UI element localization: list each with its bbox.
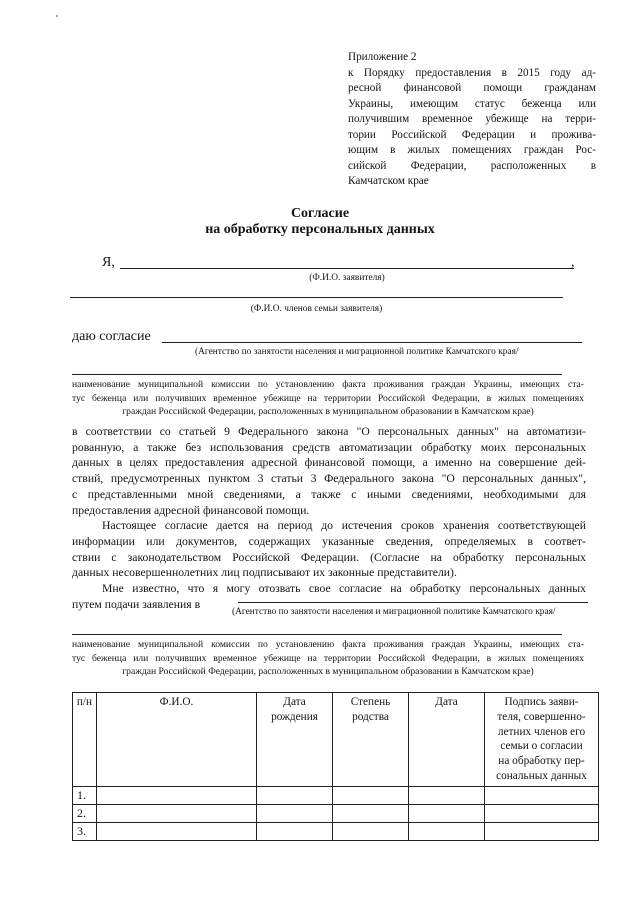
applicant-prefix: Я, bbox=[102, 255, 115, 270]
appendix-line: Камчатском крае bbox=[348, 175, 429, 187]
revoke-subcaption bbox=[72, 638, 584, 679]
appendix-line: получившим временное убежище на терри- bbox=[348, 113, 596, 125]
appendix-line: ющим в жилых помещениях граждан Рос- bbox=[348, 144, 596, 156]
appendix-block bbox=[348, 50, 596, 190]
subcaption-line: наименование муниципальной комиссии по установлению факта проживания граждан Украины, имеющих ста- bbox=[72, 639, 584, 650]
family-caption: (Ф.И.О. членов семьи заявителя) bbox=[250, 304, 383, 314]
document-title: Согласие bbox=[290, 206, 350, 221]
table-row bbox=[73, 786, 599, 804]
row-number: 1. bbox=[73, 786, 97, 804]
body-line: с представленными мной сведениями, а также с иными сведениями, необходимыми для bbox=[72, 487, 586, 501]
body-line: данных несовершеннолетних лиц подписывают их законные представители). bbox=[72, 566, 457, 580]
appendix-title: Приложение 2 bbox=[348, 51, 417, 63]
col-relation-header: Степень родства bbox=[333, 693, 409, 787]
cell-signature[interactable] bbox=[485, 786, 599, 804]
body-line: путем подачи заявления в bbox=[72, 597, 201, 611]
row-number: 3. bbox=[73, 822, 97, 840]
cell-birthdate[interactable] bbox=[257, 804, 333, 822]
body-line: в соответствии со статьей 9 Федерального закона "О персональных данных" на автоматизи- bbox=[72, 425, 586, 438]
appendix-line: Украины, имеющим статус беженца или bbox=[348, 97, 596, 110]
body-line: ствии с законодательством Российской Федерации. (Согласие на обработку персональных bbox=[72, 550, 586, 564]
applicant-caption: (Ф.И.О. заявителя) bbox=[309, 273, 385, 283]
cell-name[interactable] bbox=[97, 786, 257, 804]
table-row bbox=[73, 822, 599, 840]
revoke-recipient-field[interactable] bbox=[238, 602, 588, 603]
cell-relation[interactable] bbox=[333, 786, 409, 804]
col-signature-header: Подпись заяви- теля, совершенно- летних членов его семьи о согласии на обработку пер- сональных данных bbox=[485, 693, 599, 787]
cell-signature[interactable] bbox=[485, 804, 599, 822]
body-line: данных в целях предоставления адресной финансовой помощи, а именно на совершение дей- bbox=[72, 456, 586, 470]
col-number-header: п/н bbox=[73, 693, 97, 787]
cell-relation[interactable] bbox=[333, 822, 409, 840]
consent-body bbox=[72, 424, 586, 612]
revoke-recipient-field-2[interactable] bbox=[72, 634, 562, 635]
subcaption-line: граждан Российской Федерации, расположенных в муниципальном образовании в Камчатском крае) bbox=[122, 406, 534, 417]
body-line: информации или документов, содержащих указанные сведения, определяемых в соответ- bbox=[72, 534, 586, 548]
table-header-row bbox=[73, 693, 599, 787]
cell-birthdate[interactable] bbox=[257, 786, 333, 804]
appendix-line: тории Российской Федерации и прожива- bbox=[348, 128, 596, 141]
body-line: Мне известно, что я могу отозвать свое согласие на обработку персональных данных bbox=[102, 582, 586, 596]
consent-prefix: даю согласие bbox=[72, 329, 151, 344]
cell-date[interactable] bbox=[409, 822, 485, 840]
col-birthdate-header: Дата рождения bbox=[257, 693, 333, 787]
col-date-header: Дата bbox=[409, 693, 485, 787]
cell-birthdate[interactable] bbox=[257, 822, 333, 840]
appendix-line: сийской Федерации, расположенных в bbox=[348, 159, 596, 172]
scan-speck bbox=[56, 15, 58, 17]
document-subtitle: на обработку персональных данных bbox=[205, 222, 435, 237]
cell-name[interactable] bbox=[97, 822, 257, 840]
consent-subcaption bbox=[72, 378, 584, 419]
applicant-suffix: , bbox=[571, 255, 575, 270]
body-line: предоставления адресной финансовой помощи. bbox=[72, 503, 310, 517]
cell-date[interactable] bbox=[409, 786, 485, 804]
row-number: 2. bbox=[73, 804, 97, 822]
cell-date[interactable] bbox=[409, 804, 485, 822]
appendix-line: ресной финансовой помощи гражданам bbox=[348, 82, 596, 94]
body-line: рованную, а также без использования средств автоматизации обработку моих персональных bbox=[72, 440, 586, 454]
family-members-field[interactable] bbox=[70, 297, 563, 298]
consent-recipient-caption: (Агентство по занятости населения и миграционной политике Камчатского края/ bbox=[195, 347, 519, 357]
subcaption-line: тус беженца или получивших временное убежище на территории Российской Федерации, в жилых помещениях bbox=[72, 652, 584, 664]
body-line: ствий, предусмотренных пунктом 3 статьи 3 Федерального закона "О персональных данных", bbox=[72, 472, 586, 486]
col-name-header: Ф.И.О. bbox=[97, 693, 257, 787]
revoke-recipient-caption: (Агентство по занятости населения и миграционной политике Камчатского края/ bbox=[232, 607, 556, 617]
table-row bbox=[73, 804, 599, 822]
subcaption-line: граждан Российской Федерации, расположенных в муниципальном образовании в Камчатском крае) bbox=[122, 666, 534, 677]
cell-signature[interactable] bbox=[485, 822, 599, 840]
consent-recipient-field-2[interactable] bbox=[72, 374, 562, 375]
cell-name[interactable] bbox=[97, 804, 257, 822]
subcaption-line: наименование муниципальной комиссии по установлению факта проживания граждан Украины, имеющих ста- bbox=[72, 379, 584, 390]
consent-recipient-field[interactable] bbox=[162, 342, 582, 343]
family-members-table bbox=[72, 692, 599, 841]
applicant-name-field[interactable] bbox=[120, 268, 574, 269]
subcaption-line: тус беженца или получивших временное убежище на территории Российской Федерации, в жилых помещениях bbox=[72, 392, 584, 404]
appendix-line: к Порядку предоставления в 2015 году ад- bbox=[348, 66, 596, 79]
cell-relation[interactable] bbox=[333, 804, 409, 822]
body-line: Настоящее согласие дается на период до истечения сроков хранения соответствующей bbox=[102, 519, 586, 533]
